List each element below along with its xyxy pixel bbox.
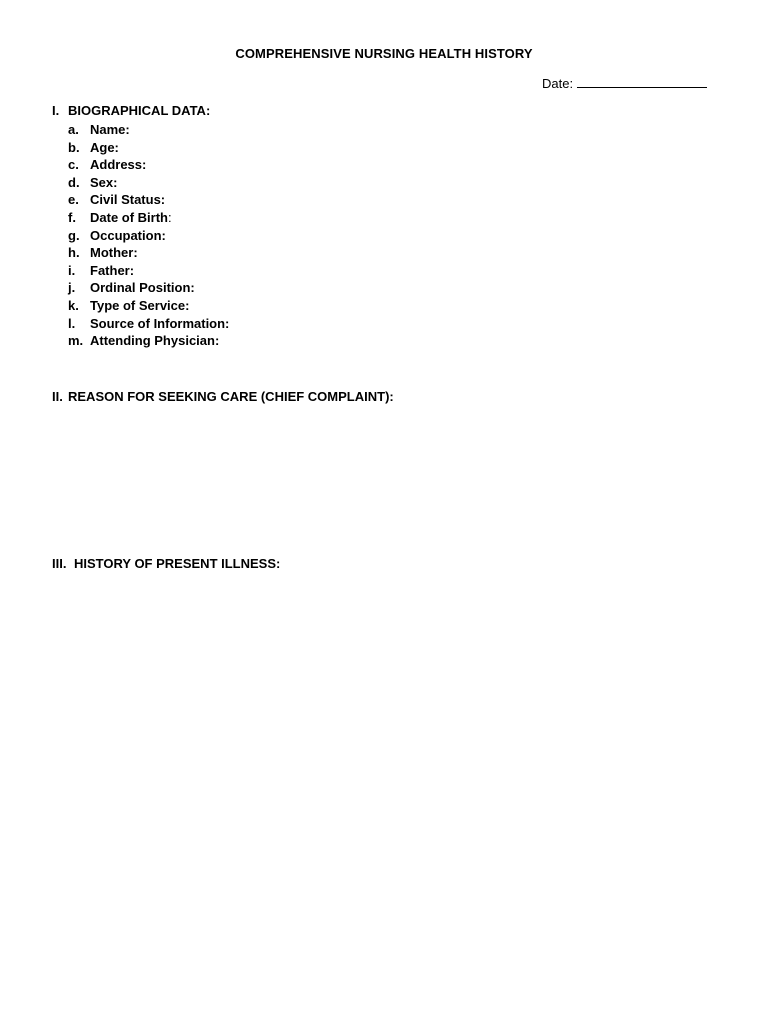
item-letter: f.	[68, 209, 76, 225]
item-letter: d.	[68, 174, 80, 190]
section-heading: HISTORY OF PRESENT ILLNESS:	[74, 556, 281, 571]
section-heading: BIOGRAPHICAL DATA:	[68, 103, 211, 118]
list-item	[68, 156, 229, 174]
item-label: Father:	[90, 262, 135, 278]
list-item	[68, 174, 229, 192]
section-biographical-data	[52, 103, 210, 118]
item-label: Ordinal Position:	[90, 280, 195, 296]
date-blank-line	[577, 75, 707, 88]
item-letter: k.	[68, 297, 79, 313]
document-title: COMPREHENSIVE NURSING HEALTH HISTORY	[235, 46, 533, 61]
list-item	[68, 209, 229, 227]
item-label: Type of Service:	[90, 297, 190, 313]
list-item	[68, 191, 229, 209]
section-present-illness	[52, 556, 280, 571]
item-letter: j.	[68, 280, 76, 296]
list-item	[68, 262, 229, 280]
list-item	[68, 244, 229, 262]
item-label: Address:	[90, 157, 147, 173]
item-letter: c.	[68, 157, 79, 173]
date-field	[542, 75, 707, 91]
item-letter: a.	[68, 122, 79, 137]
item-letter: i.	[68, 262, 76, 278]
item-label: Age:	[90, 139, 119, 155]
item-suffix: :	[168, 209, 172, 225]
section-number: III.	[52, 556, 67, 571]
item-letter: h.	[68, 245, 80, 261]
list-item	[68, 297, 229, 315]
item-letter: g.	[68, 227, 80, 243]
item-label: Source of Information:	[90, 315, 230, 331]
item-label: Date of Birth	[90, 209, 168, 225]
list-item	[68, 121, 229, 139]
section-number: II.	[52, 389, 63, 404]
section-number: I.	[52, 103, 60, 118]
list-item	[68, 139, 229, 157]
item-letter: l.	[68, 315, 76, 331]
item-letter: m.	[68, 333, 84, 349]
item-letter: e.	[68, 192, 79, 208]
item-label: Occupation:	[90, 227, 166, 243]
item-label: Attending Physician:	[90, 333, 220, 349]
list-item	[68, 315, 229, 333]
list-item	[68, 227, 229, 245]
list-item	[68, 279, 229, 297]
biographical-data-list	[68, 121, 229, 350]
section-chief-complaint	[52, 389, 394, 404]
item-label: Mother:	[90, 245, 138, 261]
list-item	[68, 332, 229, 350]
date-label: Date:	[542, 76, 574, 91]
item-label: Civil Status:	[90, 192, 166, 208]
item-label: Sex:	[90, 174, 118, 190]
section-heading: REASON FOR SEEKING CARE (CHIEF COMPLAINT):	[68, 389, 394, 404]
item-label: Name:	[90, 122, 130, 137]
item-letter: b.	[68, 139, 80, 155]
